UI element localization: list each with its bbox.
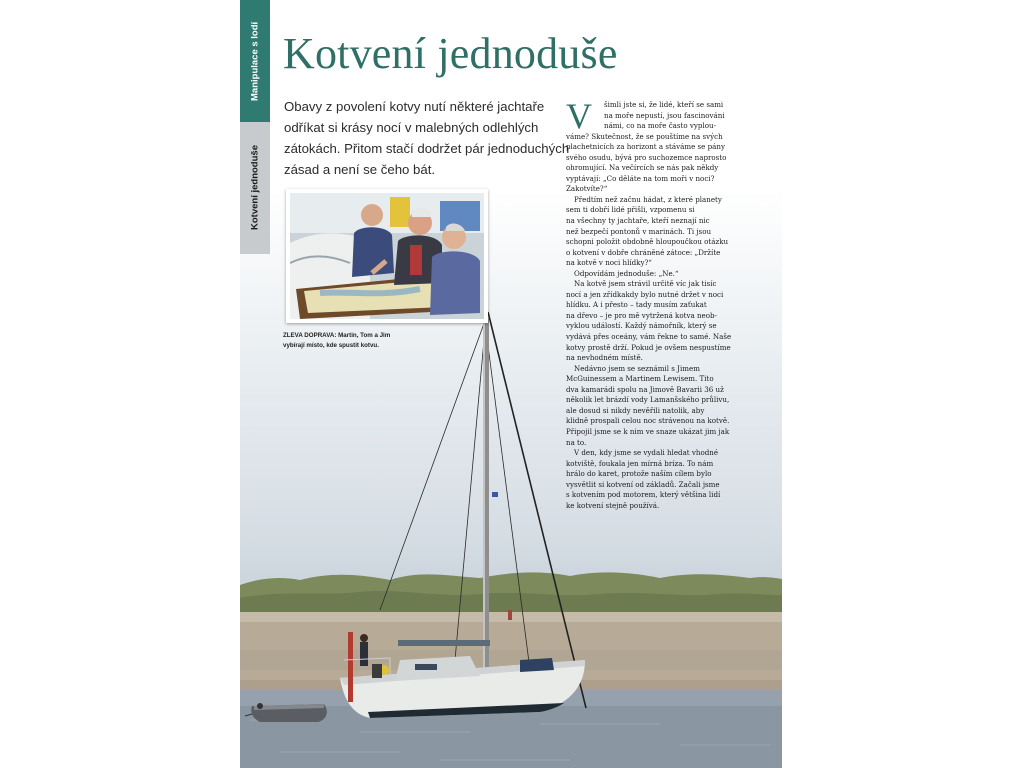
- body-line: vyptávají: „Co děláte na tom moři v noci?: [566, 173, 715, 183]
- crew-photo: [286, 189, 488, 323]
- lead-paragraph: [284, 96, 570, 180]
- body-line: McGuinessem a Martinem Lewisem. Tito: [566, 374, 714, 384]
- lead-line: Obavy z povolení kotvy nutí některé jachtaře: [284, 99, 545, 114]
- body-line: schopni položit obdobně hloupoučkou otázku: [566, 237, 729, 247]
- body-line: několik let brázdí vody Lamanšského průlivu,: [566, 395, 730, 405]
- caption-line-1: [283, 331, 483, 341]
- crew-photo-image: [290, 193, 484, 319]
- body-line: dva kamarádi spolu na Jimově Bavarii 36 už: [566, 384, 724, 394]
- body-line: námi, co na moře často vyplou-: [604, 121, 716, 131]
- caption-line-2: vybírají místo, kde spustit kotvu.: [283, 342, 379, 349]
- article-tab-label: Kotvení jednoduše: [249, 145, 261, 231]
- body-line: s kotvením pod motorem, který většina lidí: [566, 490, 721, 500]
- lead-line: zátokách. Přitom stačí dodržet pár jednoduchých: [284, 141, 570, 156]
- body-line: vysvětlit si kotvení od základů. Začali jsme: [566, 479, 720, 489]
- body-text-column: [566, 96, 776, 511]
- body-line: V den, kdy jsme se vydali hledat vhodné: [574, 448, 719, 458]
- body-line: Předtím než začnu hádat, z které planety: [574, 194, 722, 204]
- body-line: na kotvě v noci hlídky?“: [566, 258, 652, 268]
- body-line: klidně prospali celou noc strávenou na kotvě.: [566, 416, 730, 426]
- body-line: hlídku. A i přesto – tady musím zaťukat: [566, 300, 707, 310]
- caption-names: Martin, Tom a Jim: [336, 332, 391, 339]
- body-line: na všechny ty jachtaře, kteří neznají nic: [566, 216, 710, 226]
- drop-cap: V: [566, 96, 592, 136]
- body-line: ke kotvení stejně používá.: [566, 500, 660, 510]
- body-line: Odpovídám jednoduše: „Ne.“: [574, 268, 679, 278]
- body-line: Připojil jsme se k nim ve snaze ukázat jim jak: [566, 426, 730, 436]
- body-line: ale dosud si nikdy nevěřili natolik, aby: [566, 405, 705, 415]
- body-line: vyklou událostí. Každý námořník, který se: [566, 321, 717, 331]
- photo-caption: [283, 331, 483, 351]
- body-line: hrálo do karet, protože naším cílem bylo: [566, 469, 712, 479]
- body-line: kotvy prostě drží. Pokud je ovšem nespustíme: [566, 342, 731, 352]
- body-line: sem ti dobří lidé přišli, vzpomenu si: [566, 205, 695, 215]
- lead-line: zásad a není se čeho bát.: [284, 162, 436, 177]
- body-line: Zakotvíte?“: [566, 184, 608, 194]
- article-title: Kotvení jednoduše: [283, 29, 618, 78]
- caption-label: ZLEVA DOPRAVA:: [283, 332, 337, 339]
- body-line: ohromující. Na večírcích se nás pak někdy: [566, 163, 719, 173]
- body-line: na nevhodném místě.: [566, 353, 643, 363]
- body-line: na moře nepustí, jsou fascinováni: [604, 110, 725, 120]
- body-line: než bezpečí pontonů v marinách. Ti jsou: [566, 226, 712, 236]
- body-line: nocí a jen zřídkakdy bylo nutné držet v noci: [566, 289, 724, 299]
- body-line: o kotvení v dobře chráněné zátoce: „Držíte: [566, 247, 721, 257]
- body-line: Na kotvě jsem strávil určitě víc jak tisíc: [574, 279, 717, 289]
- body-line: plachetnicích za horizont a stáváme se pány: [566, 142, 725, 152]
- body-line: váme? Skutečnost, že se pouštíme na svých: [566, 131, 723, 141]
- body-line: na to.: [566, 437, 587, 447]
- section-tab: [240, 0, 270, 122]
- article-tab: [240, 122, 270, 254]
- body-line: šimli jste si, že lidé, kteří se sami: [604, 100, 724, 109]
- body-line: na dřevo – je pro mě vytržená kotva neob-: [566, 310, 717, 320]
- body-line: kotviště, foukala jen mírná bríza. To nám: [566, 458, 714, 468]
- magazine-page: [240, 0, 782, 768]
- section-tab-label: Manipulace s lodí: [249, 21, 261, 101]
- body-line: Nedávno jsem se seznámil s Jimem: [574, 363, 700, 373]
- body-line: svého osudu, bývá pro suchozemce naprosto: [566, 152, 727, 162]
- body-line: vydává přes oceány, vám řekne to samé. Naše: [566, 332, 732, 342]
- lead-line: odříkat si krásy nocí v malebných odlehlých: [284, 120, 539, 135]
